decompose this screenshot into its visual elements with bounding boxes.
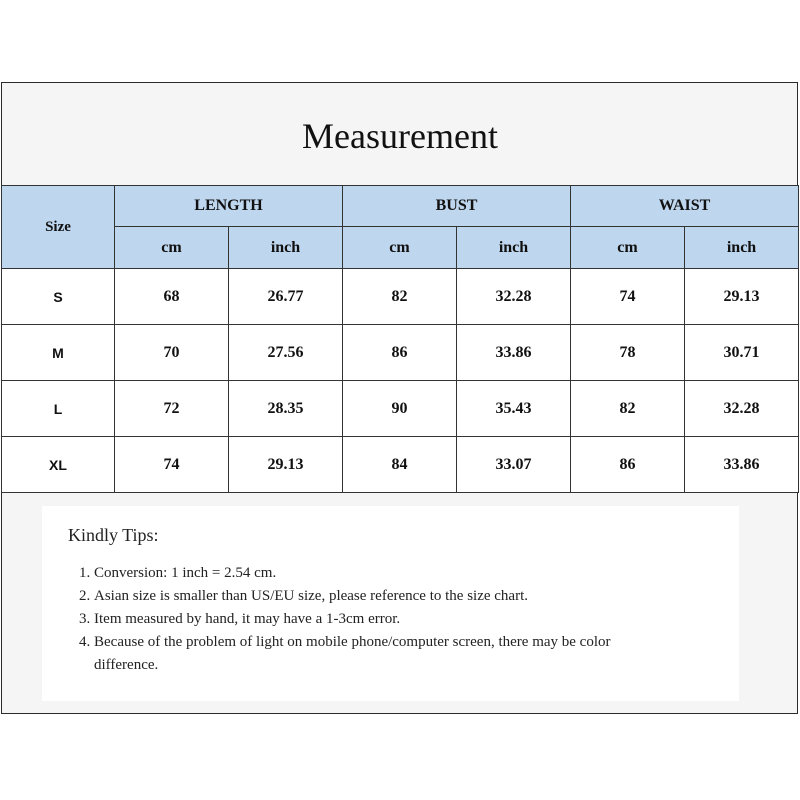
kindly-tips-box (42, 506, 739, 701)
table-cell: 33.07 (457, 437, 571, 493)
unit-header: cm (343, 227, 457, 269)
table-cell: 68 (115, 269, 229, 325)
size-chart-table (1, 185, 799, 493)
tip-item: 2. Asian size is smaller than US/EU size, please reference to the size chart. (94, 585, 654, 608)
table-cell: 32.28 (685, 381, 799, 437)
unit-header: cm (115, 227, 229, 269)
table-cell: 86 (343, 325, 457, 381)
table-cell: 33.86 (457, 325, 571, 381)
table-cell: 28.35 (229, 381, 343, 437)
page-title: Measurement (302, 116, 498, 156)
table-cell: 86 (571, 437, 685, 493)
table-cell: 78 (571, 325, 685, 381)
table-row (2, 269, 799, 325)
tips-list (68, 562, 713, 677)
size-header: Size (2, 186, 115, 269)
table-cell: 74 (115, 437, 229, 493)
unit-header: inch (685, 227, 799, 269)
table-cell: 29.13 (685, 269, 799, 325)
table-cell: 29.13 (229, 437, 343, 493)
table-cell: 82 (571, 381, 685, 437)
table-cell: 74 (571, 269, 685, 325)
table-cell: 90 (343, 381, 457, 437)
table-row (2, 325, 799, 381)
unit-header: cm (571, 227, 685, 269)
table-row (2, 381, 799, 437)
length-header: LENGTH (115, 186, 343, 227)
table-cell: 72 (115, 381, 229, 437)
size-label: S (2, 269, 115, 325)
table-cell: 84 (343, 437, 457, 493)
table-cell: 26.77 (229, 269, 343, 325)
unit-header-row (2, 227, 799, 269)
table-cell: 70 (115, 325, 229, 381)
group-header-row (2, 186, 799, 227)
table-cell: 33.86 (685, 437, 799, 493)
waist-header: WAIST (571, 186, 799, 227)
table-row (2, 437, 799, 493)
table-cell: 82 (343, 269, 457, 325)
tip-item: 1. Conversion: 1 inch = 2.54 cm. (94, 562, 654, 585)
size-label: L (2, 381, 115, 437)
tips-title: Kindly Tips: (68, 525, 159, 545)
table-cell: 35.43 (457, 381, 571, 437)
table-cell: 27.56 (229, 325, 343, 381)
size-label: M (2, 325, 115, 381)
tip-item: 3. Item measured by hand, it may have a 1-3cm error. (94, 608, 654, 631)
table-cell: 32.28 (457, 269, 571, 325)
size-label: XL (2, 437, 115, 493)
table-cell: 30.71 (685, 325, 799, 381)
unit-header: inch (457, 227, 571, 269)
bust-header: BUST (343, 186, 571, 227)
unit-header: inch (229, 227, 343, 269)
tip-item: 4. Because of the problem of light on mobile phone/computer screen, there may be color difference. (94, 631, 654, 677)
